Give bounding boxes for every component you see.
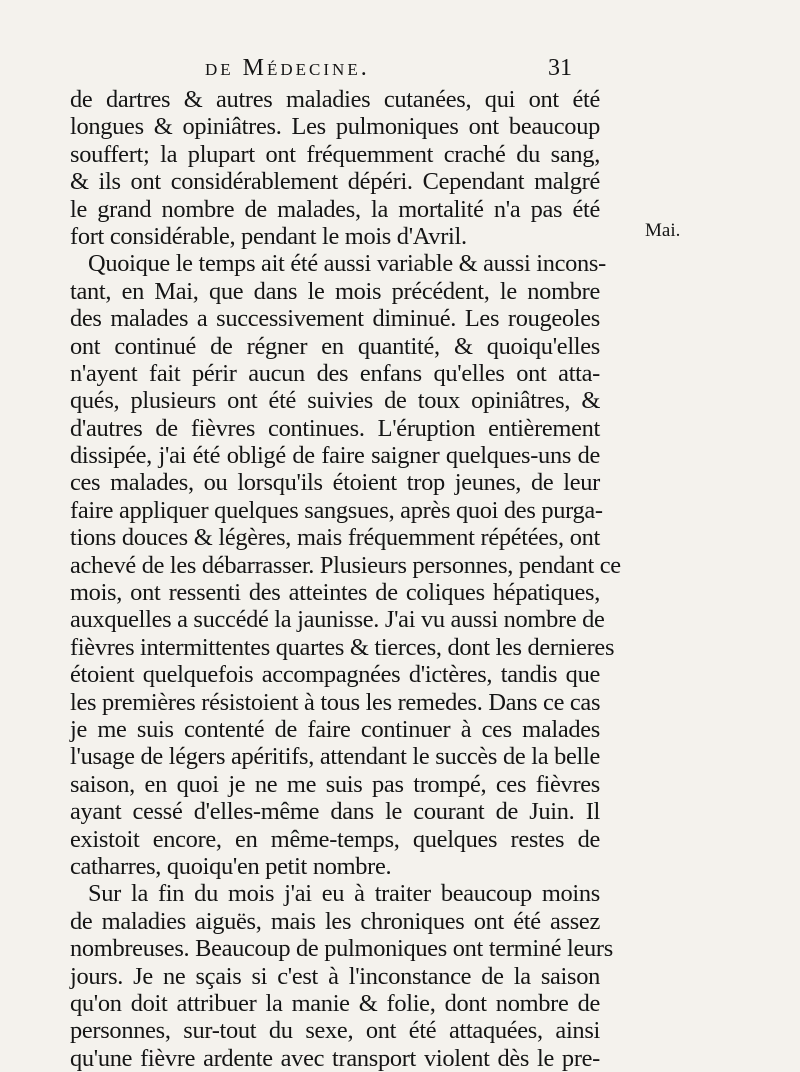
text-line: dissipée, j'ai été obligé de faire saigner quelques-uns de xyxy=(70,442,600,470)
text-line: ayant cessé d'elles-même dans le courant de Juin. Il xyxy=(70,798,600,826)
text-line: ces malades, ou lorsqu'ils étoient trop jeunes, de leur xyxy=(70,469,600,497)
text-line: qu'on doit attribuer la manie & folie, dont nombre de xyxy=(70,989,600,1017)
text-line: catharres, quoiqu'en petit nombre. xyxy=(70,852,392,880)
text-line: qu'une fièvre ardente avec transport violent dès le pre- xyxy=(70,1044,600,1072)
text-line: étoient quelquefois accompagnées d'ictères, tandis que xyxy=(70,661,600,689)
text-line: existoit encore, en même-temps, quelques restes de xyxy=(70,825,600,853)
text-line: de maladies aiguës, mais les chroniques ont été assez xyxy=(70,907,600,935)
page-number: 31 xyxy=(548,55,572,81)
text-line: des malades a successivement diminué. Les rougeoles xyxy=(70,305,600,333)
text-line: souffert; la plupart ont fréquemment craché du sang, xyxy=(70,140,600,168)
text-line: jours. Je ne sçais si c'est à l'inconstance de la saison xyxy=(70,962,600,990)
text-line: mois, ont ressenti des atteintes de coliques hépatiques, xyxy=(70,579,600,607)
text-line: saison, en quoi je ne me suis pas trompé, ces fièvres xyxy=(70,770,600,798)
text-line: faire appliquer quelques sangsues, après quoi des purga- xyxy=(70,496,603,524)
text-line: & ils ont considérablement dépéri. Cependant malgré xyxy=(70,168,600,196)
text-line: longues & opiniâtres. Les pulmoniques ont beaucoup xyxy=(70,113,600,141)
text-line: fort considérable, pendant le mois d'Avril. xyxy=(70,222,467,250)
text-line: le grand nombre de malades, la mortalité n'a pas été xyxy=(70,195,600,223)
text-line: fièvres intermittentes quartes & tierces, dont les dernieres xyxy=(70,633,615,661)
text-line: auxquelles a succédé la jaunisse. J'ai vu aussi nombre de xyxy=(70,606,605,634)
text-line: nombreuses. Beaucoup de pulmoniques ont terminé leurs xyxy=(70,935,613,963)
text-line: tant, en Mai, que dans le mois précédent, le nombre xyxy=(70,277,600,305)
text-line: je me suis contenté de faire continuer à ces malades xyxy=(70,715,600,743)
running-title: de Médecine. xyxy=(205,55,370,81)
body-text xyxy=(70,86,621,1072)
text-line: n'ayent fait périr aucun des enfans qu'elles ont atta- xyxy=(70,359,600,387)
margin-note: Mai. xyxy=(645,220,681,241)
text-line: ont continué de régner en quantité, & quoiqu'elles xyxy=(70,332,600,360)
text-line: Sur la fin du mois j'ai eu à traiter beaucoup moins xyxy=(88,880,600,908)
text-line: de dartres & autres maladies cutanées, qui ont été xyxy=(70,86,600,113)
text-line: personnes, sur-tout du sexe, ont été attaquées, ainsi xyxy=(70,1017,600,1045)
text-line: l'usage de légers apéritifs, attendant le succès de la belle xyxy=(70,743,600,771)
page-header xyxy=(0,55,800,89)
text-line: d'autres de fièvres continues. L'éruption entièrement xyxy=(70,414,600,442)
text-line: qués, plusieurs ont été suivies de toux opiniâtres, & xyxy=(70,387,600,415)
text-line: Quoique le temps ait été aussi variable & aussi incons- xyxy=(88,250,606,278)
text-line: achevé de les débarrasser. Plusieurs personnes, pendant ce xyxy=(70,551,621,579)
text-line: les premières résistoient à tous les remedes. Dans ce cas xyxy=(70,688,601,716)
text-line: tions douces & légères, mais fréquemment répétées, ont xyxy=(70,524,600,552)
